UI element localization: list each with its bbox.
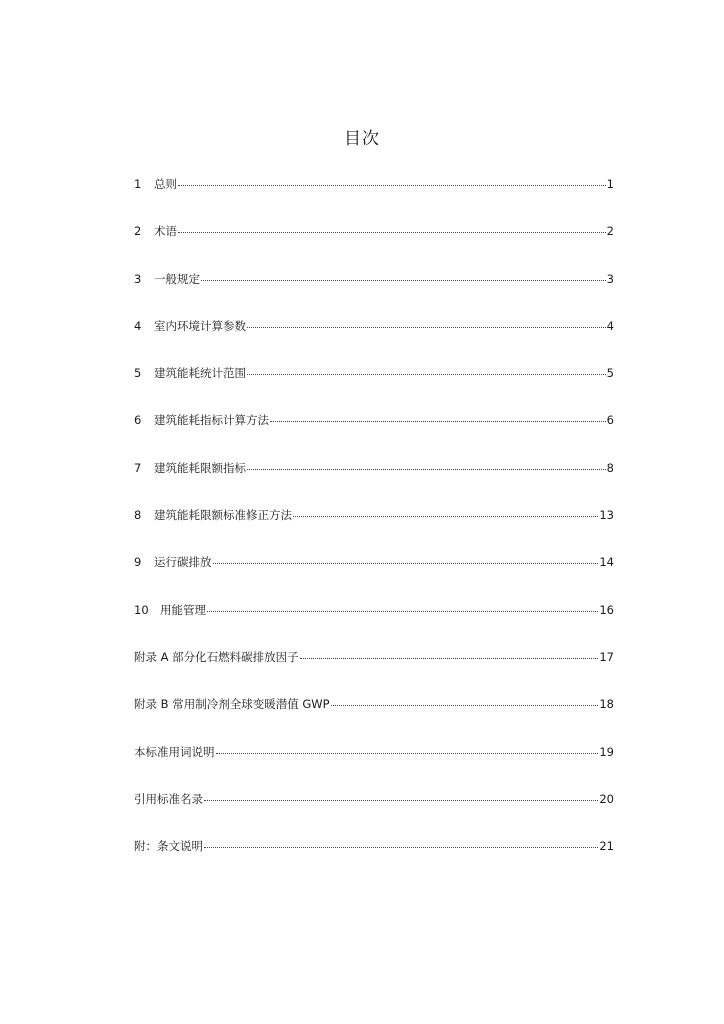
toc-leader-dots (178, 232, 606, 233)
toc-entry-page: 14 (599, 555, 614, 570)
toc-entry-number: 10 (134, 602, 149, 617)
toc-leader-dots (216, 753, 599, 754)
toc-entry-title: 一般规定 (154, 271, 200, 286)
toc-entry-page: 19 (599, 744, 614, 759)
toc-entry-number: 9 (134, 555, 142, 570)
toc-entry[interactable] (134, 838, 614, 885)
toc-entry[interactable] (134, 602, 614, 649)
toc-entry-page: 21 (599, 839, 614, 854)
toc-entry-title: 引用标准名录 (134, 791, 203, 806)
toc-entry[interactable] (134, 318, 614, 365)
toc-entry-number: 3 (134, 271, 142, 286)
toc-entry-title: 建筑能耗限额标准修正方法 (154, 508, 292, 523)
toc-entry-page: 20 (599, 791, 614, 806)
toc-entry-title: 建筑能耗指标计算方法 (154, 413, 269, 428)
toc-entry[interactable] (134, 176, 614, 223)
toc-entry-page: 18 (599, 697, 614, 712)
toc-entry-number: 5 (134, 366, 142, 381)
toc-entry-page: 17 (599, 649, 614, 664)
toc-entry[interactable] (134, 271, 614, 318)
toc-entry-title: 室内环境计算参数 (154, 318, 246, 333)
toc-entry[interactable] (134, 507, 614, 554)
toc-entry-title: 术语 (154, 224, 177, 239)
toc-leader-dots (201, 280, 606, 281)
toc-entry-title: 建筑能耗统计范围 (154, 366, 246, 381)
toc-entry-page: 5 (606, 366, 614, 381)
toc-entry-title: 用能管理 (160, 602, 206, 617)
toc-entry-title: 运行碳排放 (154, 555, 212, 570)
toc-entry[interactable] (134, 554, 614, 601)
toc-entry-title: 本标准用词说明 (134, 744, 215, 759)
toc-entry-title: 总则 (154, 177, 177, 191)
toc-entry[interactable] (134, 460, 614, 507)
toc-entry-page: 6 (606, 413, 614, 428)
toc-leader-dots (178, 185, 606, 186)
toc-leader-dots (300, 658, 599, 659)
toc-entry[interactable] (134, 696, 614, 743)
toc-entry[interactable] (134, 412, 614, 459)
toc-entry-number: 7 (134, 460, 142, 475)
toc-entry[interactable] (134, 649, 614, 696)
toc-leader-dots (204, 800, 598, 801)
table-of-contents (134, 176, 614, 885)
toc-entry-title: 附：条文说明 (134, 839, 203, 854)
toc-entry-page: 4 (606, 318, 614, 333)
toc-entry[interactable] (134, 365, 614, 412)
toc-leader-dots (247, 469, 606, 470)
toc-entry-page: 13 (599, 508, 614, 523)
toc-entry[interactable] (134, 744, 614, 791)
toc-entry-title: 附录 B 常用制冷剂全球变暖潜值 GWP (134, 697, 330, 712)
toc-entry-number: 2 (134, 224, 142, 239)
toc-leader-dots (293, 516, 598, 517)
toc-entry-title: 建筑能耗限额指标 (154, 460, 246, 475)
toc-entry[interactable] (134, 223, 614, 270)
toc-entry-page: 16 (599, 602, 614, 617)
toc-leader-dots (270, 421, 606, 422)
toc-leader-dots (204, 847, 598, 848)
toc-entry-number: 4 (134, 318, 142, 333)
toc-entry-number: 1 (134, 177, 142, 191)
toc-leader-dots (331, 705, 599, 706)
toc-leader-dots (213, 563, 599, 564)
toc-leader-dots (207, 611, 598, 612)
toc-entry-page: 2 (606, 224, 614, 239)
toc-entry-page: 8 (606, 460, 614, 475)
toc-leader-dots (247, 374, 606, 375)
page-title: 目次 (344, 129, 380, 149)
toc-entry-number: 8 (134, 508, 142, 523)
toc-entry[interactable] (134, 791, 614, 838)
toc-entry-page: 1 (606, 177, 614, 191)
toc-entry-number: 6 (134, 413, 142, 428)
toc-entry-page: 3 (606, 271, 614, 286)
toc-entry-title: 附录 A 部分化石燃料碳排放因子 (134, 649, 299, 664)
toc-leader-dots (247, 327, 606, 328)
